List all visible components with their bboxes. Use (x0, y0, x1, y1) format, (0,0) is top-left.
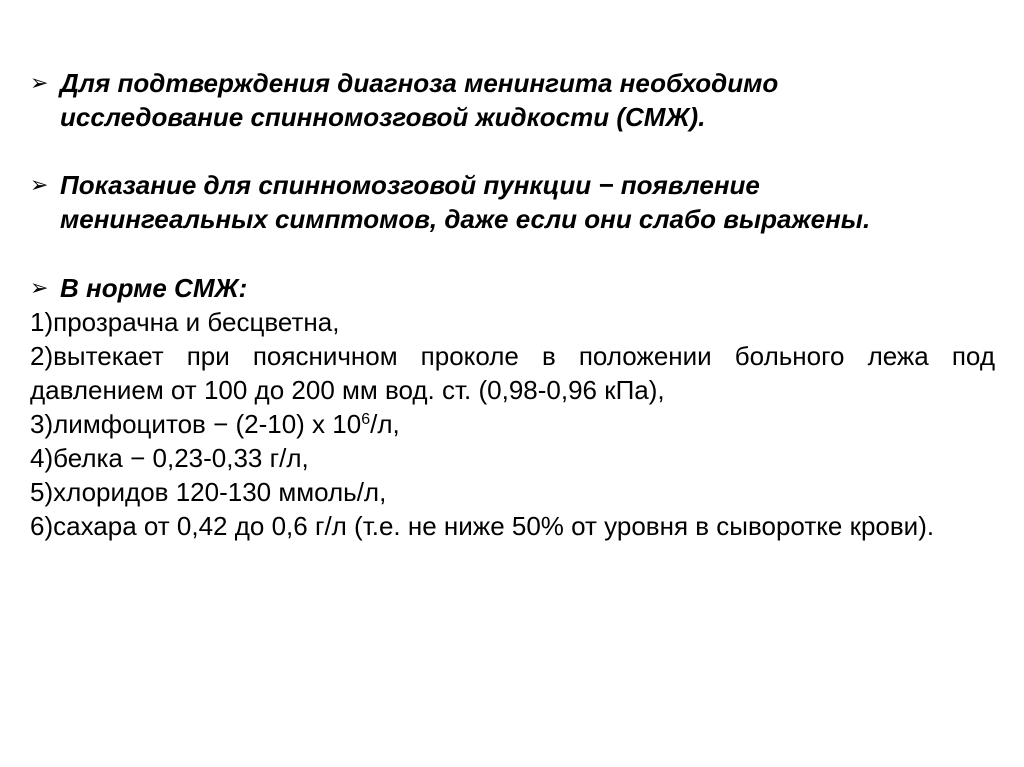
arrow-bullet-icon: ➢ (30, 70, 49, 95)
bullet-puncture-line2: менингеальных симптомов, даже если они слабо выражены. (60, 204, 871, 234)
bullet-diagnosis-line1: Для подтверждения диагноза менингита необходимо (60, 68, 779, 98)
norm-item-lymphocytes (30, 407, 995, 441)
norm-item-protein: 4)белка − 0,23-0,33 г/л, (30, 443, 309, 473)
norm-item-lymphocytes-unit: /л, (370, 409, 400, 439)
norm-item-lymphocytes-exponent: 6 (361, 411, 371, 428)
bullet-puncture-indication (30, 168, 990, 236)
bullet-diagnosis (30, 66, 990, 134)
arrow-bullet-icon: ➢ (30, 275, 49, 300)
norm-item-lymphocytes-text: 3)лимфоцитов − (2-10) х 10 (30, 409, 362, 439)
norm-item-pressure: 2)вытекает при поясничном проколе в положении больного лежа под давлением от 100 до 200 мм вод. ст. (0,98-0,96 кПа), (30, 341, 995, 405)
bullet-normal-csf-heading: В норме СМЖ: (60, 273, 248, 303)
arrow-bullet-icon: ➢ (30, 172, 49, 197)
normal-csf-list (30, 305, 995, 543)
bullet-diagnosis-line2: исследование спинномозговой жидкости (СМЖ). (60, 102, 706, 132)
norm-item-transparency: 1)прозрачна и бесцветна, (30, 307, 340, 337)
norm-item-chlorides: 5)хлоридов 120-130 ммоль/л, (30, 477, 387, 507)
bullet-puncture-line1: Показание для спинномозговой пункции − появление (60, 170, 760, 200)
norm-item-sugar: 6)сахара от 0,42 до 0,6 г/л (т.е. не ниже 50% от уровня в сыворотке крови). (30, 511, 935, 541)
bullet-normal-csf (30, 271, 990, 305)
